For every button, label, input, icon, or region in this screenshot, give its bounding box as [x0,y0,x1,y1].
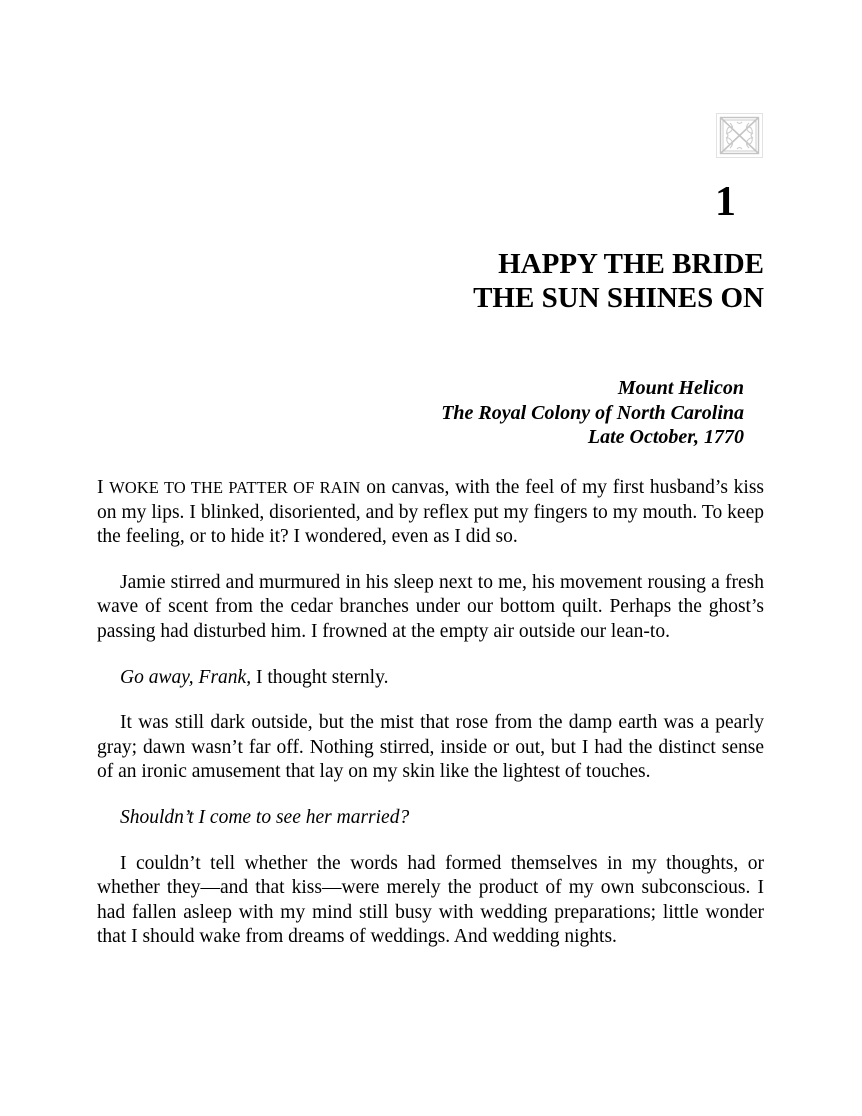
paragraph [97,852,764,950]
paragraph-run: on canvas, with the feel of my first husband’s kiss on my lips. I blinked, disoriented, and by reflex put my fingers to my mouth. To keep the feeling, or to hide it? I wondered, even as I did so. [97,477,765,548]
paragraph [97,806,764,831]
paragraph-run-italic: Shouldn’t I come to see her married? [120,806,410,828]
paragraph-run-italic: Go away, Frank, [120,666,252,688]
chapter-title [97,247,764,315]
chapter-number: 1 [715,179,736,225]
dateline [97,376,764,450]
paragraph-run: I thought sternly. [251,666,389,688]
dateline-colony: The Royal Colony of North Carolina [441,401,744,424]
dateline-date: Late October, 1770 [587,426,744,448]
paragraph-run: Jamie stirred and murmured in his sleep next to me, his movement rousing a fresh wave of scent from the cedar branches under our bottom quilt. Perhaps the ghost’s passing had disturbed him. I frowned at the empty air outside our lean-to. [97,571,764,642]
paragraph [97,666,764,691]
paragraph [97,711,764,785]
dateline-place: Mount Helicon [617,377,744,399]
paragraph-run: I [97,477,110,498]
paragraph [97,476,764,550]
paragraph-run: It was still dark outside, but the mist that rose from the damp earth was a pearly gray; dawn wasn’t far off. Nothing stirred, inside or out, but I had the distinct sense of an ironic amusement that lay on my skin like the lightest of touches. [97,712,764,783]
paragraph-run: I couldn’t tell whether the words had formed themselves in my thoughts, or whether they—and that kiss—were merely the product of my own subconscious. I had fallen asleep with my mind still busy with wedding preparations; little wonder that I should wake from dreams of weddings. And wedding nights. [97,852,764,948]
body-text [97,476,764,971]
paragraph [97,571,764,645]
celtic-knot-ornament-icon [716,113,763,158]
chapter-title-line-1: HAPPY THE BRIDE [498,248,764,280]
paragraph-run-smallcaps: WOKE TO THE PATTER OF RAIN [109,478,361,497]
chapter-title-line-2: THE SUN SHINES ON [473,282,764,314]
